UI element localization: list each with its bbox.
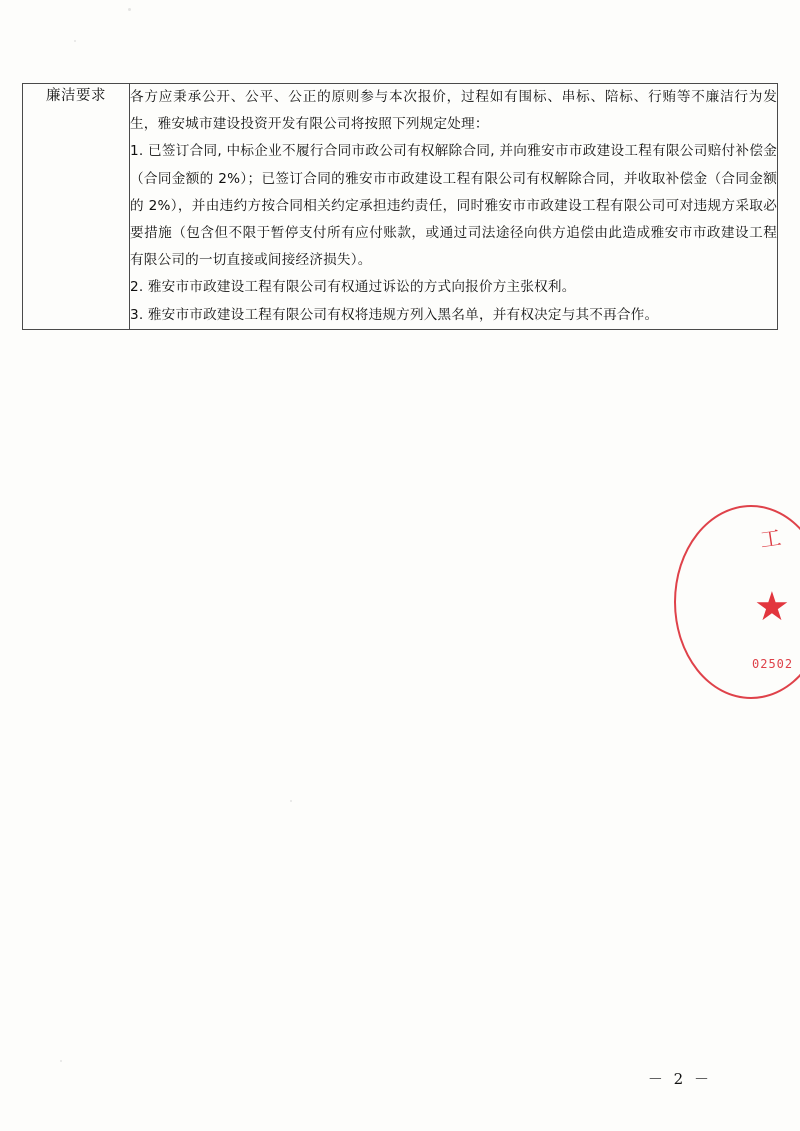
official-seal-stamp [752, 505, 800, 695]
seal-star-icon: ★ [754, 584, 790, 630]
seal-character: 工 [758, 525, 783, 553]
clause-item-3: 3. 雅安市市政建设工程有限公司有权将违规方列入黑名单，并有权决定与其不再合作。 [130, 306, 659, 323]
table-row [23, 84, 778, 330]
row-label-text: 廉洁要求 [46, 88, 106, 104]
scan-speck [74, 40, 76, 42]
clause-intro: 各方应秉承公开、公平、公正的原则参与本次报价，过程如有围标、串标、陪标、行贿等不廉洁行为发生，雅安城市建设投资开发有限公司将按照下列规定处理： [130, 89, 777, 133]
clause-item-2: 2. 雅安市市政建设工程有限公司有权通过诉讼的方式向报价方主张权利。 [130, 279, 576, 296]
page-number: － 2 － [647, 1070, 712, 1088]
seal-number: 02502 [752, 657, 794, 671]
row-content-cell [130, 84, 778, 330]
scan-speck [60, 1060, 62, 1062]
clean-governance-table [22, 83, 778, 330]
scan-speck [290, 800, 292, 802]
row-label-cell [23, 84, 130, 330]
scan-speck [128, 8, 131, 11]
clause-item-1: 1. 已签订合同, 中标企业不履行合同市政公司有权解除合同, 并向雅安市市政建设工程有限公司赔付补偿金（合同金额的 2%）；已签订合同的雅安市市政建设工程有限公司有权解除合同，并收取补偿金（合同金额的 2%），并由违约方按合同相关约定承担违约责任，同时雅安市市政建设工程有限公司可对违规方采取必要措施（包含但不限于暂停支付所有应付账款，或通过司法途径向供方追偿由此造成雅安市市政建设工程有限公司的一切直接或间接经济损失）。 [130, 143, 777, 269]
seal-ring [674, 505, 800, 699]
